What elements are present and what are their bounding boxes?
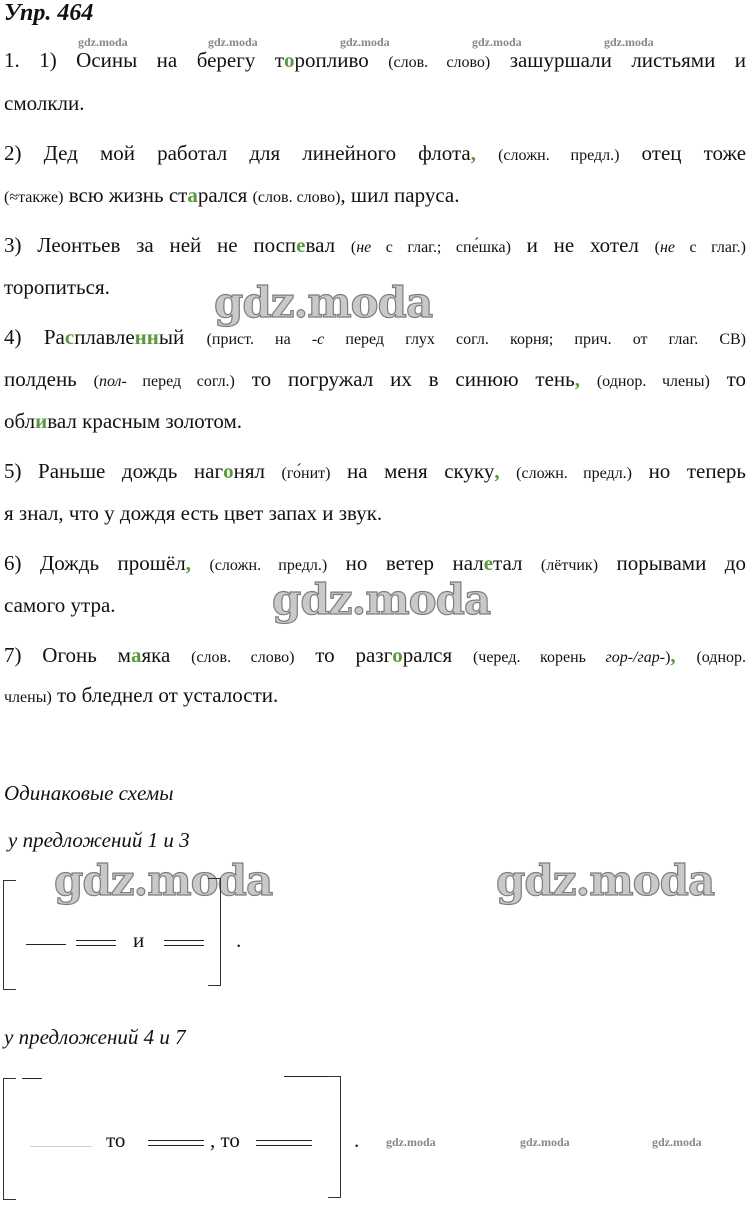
section-heading: Одинаковые схемы	[4, 781, 174, 805]
watermark: gdz.moda	[78, 35, 128, 49]
scheme-bracket-right	[208, 878, 221, 986]
watermark-large: gdz.moda	[54, 856, 273, 905]
scheme-bracket-left	[3, 1078, 16, 1200]
scheme-top-tick	[284, 1076, 328, 1077]
sentence-5-line-1: 5) Раньше дождь нагонял (го́нит) на меня скуку, (сложн. предл.) но теперь	[4, 459, 747, 483]
sentence-4-line-1: 4) Расплавленный (прист. на -с перед глух согл. корня; прич. от глаг. СВ)	[4, 325, 746, 349]
sentence-3-line-2: торопиться.	[4, 275, 110, 299]
scheme-bracket-right	[328, 1076, 341, 1198]
sentence-1-line-2: смолкли.	[4, 91, 85, 115]
scheme-to-2: , то	[210, 1128, 240, 1152]
watermark: gdz.moda	[208, 35, 258, 49]
sentence-4-line-3: обливал красным золотом.	[4, 409, 243, 433]
predicate-line	[148, 1140, 204, 1146]
watermark: gdz.moda	[386, 1135, 436, 1149]
sentence-2-line-1: 2) Дед мой работал для линейного флота, (сложн. предл.) отец тоже	[4, 141, 747, 165]
sentence-6-line-1: 6) Дождь прошёл, (сложн. предл.) но ветер налетал (лётчик) порывами до	[4, 551, 746, 575]
predicate-line	[164, 940, 204, 946]
subject-line	[26, 944, 66, 945]
scheme-top-tick	[22, 1078, 42, 1079]
scheme-label-1-3: у предложений 1 и 3	[8, 828, 190, 852]
predicate-line	[256, 1140, 312, 1146]
scheme-end-dot: .	[236, 928, 242, 952]
scheme-to-1: то	[106, 1128, 126, 1152]
scheme-conjunction: и	[133, 928, 145, 952]
scheme-label-4-7: у предложений 4 и 7	[4, 1025, 186, 1049]
watermark-large: gdz.moda	[272, 575, 491, 624]
watermark-large: gdz.moda	[214, 278, 433, 327]
sentence-6-line-2: самого утра.	[4, 593, 116, 617]
sentence-1-line-1: 1. 1) Осины на берегу торопливо (слов. слово) зашуршали листьями и	[4, 48, 747, 72]
sentence-7-line-2: члены) то бледнел от усталости.	[4, 683, 279, 707]
predicate-line	[76, 940, 116, 946]
scheme-end-dot: .	[354, 1128, 360, 1152]
watermark: gdz.moda	[472, 35, 522, 49]
exercise-title: Упр. 464	[4, 0, 94, 26]
watermark-large: gdz.moda	[496, 856, 715, 905]
sentence-2-line-2: (≈также) всю жизнь старался (слов. слово), шил паруса.	[4, 183, 460, 207]
watermark: gdz.moda	[604, 35, 654, 49]
sentence-3-line-1: 3) Леонтьев за ней не поспевал (не с глаг.; спе́шка) и не хотел (не с глаг.)	[4, 233, 747, 257]
scheme-bracket-left	[3, 880, 16, 990]
sentence-5-line-2: я знал, что у дождя есть цвет запах и звук.	[4, 501, 383, 525]
sentence-7-line-1: 7) Огонь маяка (слов. слово) то разгорался (черед. корень гор-/гар-), (однор.	[4, 643, 747, 667]
sentence-4-line-2: полдень (пол- перед согл.) то погружал их в синюю тень, (однор. члены) то	[4, 367, 747, 391]
watermark: gdz.moda	[652, 1135, 702, 1149]
watermark: gdz.moda	[520, 1135, 570, 1149]
subject-line	[30, 1146, 92, 1147]
watermark: gdz.moda	[340, 35, 390, 49]
